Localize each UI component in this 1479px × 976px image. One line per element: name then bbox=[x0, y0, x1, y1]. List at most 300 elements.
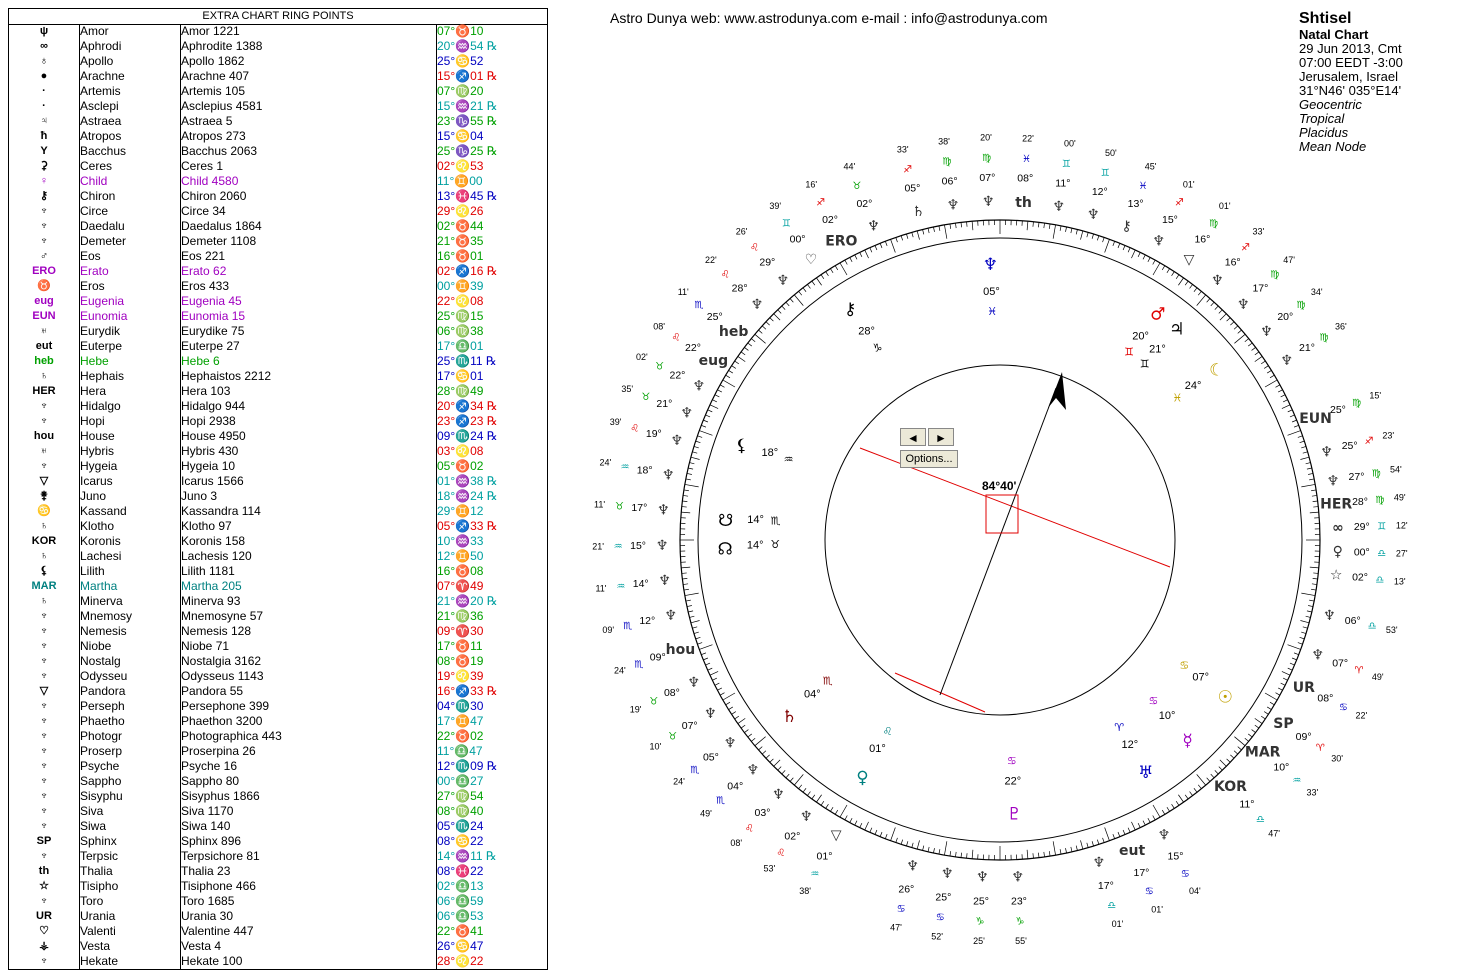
degree-tick bbox=[906, 234, 907, 239]
point-short-name: Bacchus bbox=[80, 144, 127, 158]
table-row bbox=[9, 909, 547, 924]
chart-house-system: Placidus bbox=[1299, 125, 1349, 140]
inner-planet-sign-icon: ♒ bbox=[783, 453, 794, 467]
point-full-name: Sisyphus 1866 bbox=[181, 789, 260, 803]
degree-tick bbox=[1178, 278, 1183, 285]
point-short-name: Arachne bbox=[80, 69, 125, 83]
ring-point-minutes: 08' bbox=[653, 321, 665, 332]
degree-tick bbox=[917, 840, 919, 849]
point-full-name: Amor 1221 bbox=[181, 24, 240, 38]
inner-planet-degree: 14° bbox=[746, 539, 764, 552]
ring-point-glyph-icon: hou bbox=[665, 642, 696, 659]
degree-tick bbox=[1118, 243, 1120, 248]
table-row bbox=[9, 279, 547, 294]
point-short-name: Niobe bbox=[80, 639, 112, 653]
point-short-name: Eos bbox=[80, 249, 101, 263]
degree-tick bbox=[770, 759, 774, 762]
ring-point-minutes: 22' bbox=[1355, 710, 1368, 721]
ring-point-degree: 25° bbox=[1341, 440, 1358, 453]
point-position: 08°♋22 bbox=[437, 834, 484, 848]
point-full-name: Klotho 97 bbox=[181, 519, 232, 533]
point-full-name: Urania 30 bbox=[181, 909, 234, 923]
degree-tick bbox=[1230, 322, 1234, 325]
ring-point-glyph-icon: ♄ bbox=[911, 204, 925, 221]
degree-tick bbox=[855, 821, 857, 825]
table-row bbox=[9, 774, 547, 789]
ring-point-minutes: 24' bbox=[614, 665, 626, 676]
degree-tick bbox=[758, 747, 762, 750]
point-position: 23°♑55 ℞ bbox=[437, 114, 498, 128]
point-full-name: Hephaistos 2212 bbox=[181, 369, 272, 383]
inner-planet-sign-icon: ♑ bbox=[872, 341, 883, 355]
ring-point-glyph-icon: ♆ bbox=[1326, 473, 1340, 490]
degree-tick bbox=[1138, 252, 1140, 256]
ring-point-degree: 15° bbox=[630, 540, 647, 553]
degree-tick bbox=[699, 431, 712, 436]
point-full-name: Atropos 273 bbox=[181, 129, 246, 143]
degree-tick bbox=[860, 252, 862, 256]
degree-tick bbox=[1276, 385, 1280, 387]
ring-point-degree: 00° bbox=[1353, 546, 1370, 559]
ring-point-minutes: 21' bbox=[592, 541, 604, 552]
ring-point-minutes: 50' bbox=[1104, 147, 1117, 158]
degree-tick bbox=[1198, 291, 1201, 295]
ring-point-degree: 28° bbox=[731, 282, 748, 295]
options-button[interactable]: Options... bbox=[900, 450, 958, 468]
degree-tick bbox=[738, 356, 745, 361]
ring-point-glyph-icon: ♆ bbox=[1323, 608, 1336, 625]
ring-point-degree: 25° bbox=[706, 310, 723, 323]
table-row bbox=[9, 864, 547, 879]
ring-point-minutes: 25' bbox=[973, 935, 985, 946]
inner-planet-degree: 18° bbox=[761, 447, 779, 460]
point-full-name: Lilith 1181 bbox=[181, 564, 235, 578]
degree-tick bbox=[1065, 227, 1066, 232]
ring-point-minutes: 47' bbox=[1283, 255, 1296, 266]
point-position: 07°♉10 bbox=[437, 24, 484, 38]
point-full-name: Niobe 71 bbox=[181, 639, 230, 653]
degree-tick bbox=[1309, 600, 1314, 601]
degree-tick bbox=[1148, 818, 1150, 822]
degree-tick bbox=[1198, 785, 1201, 789]
next-button[interactable]: ► bbox=[928, 428, 954, 446]
degree-tick bbox=[682, 507, 687, 508]
inner-planet-glyph-icon: ☾ bbox=[1209, 360, 1225, 381]
point-position: 08°♓22 bbox=[437, 864, 484, 878]
inner-planet-glyph-icon: ♇ bbox=[1006, 804, 1023, 825]
point-position: 16°♉01 bbox=[437, 249, 484, 263]
ring-point-sign-icon: ♋ bbox=[1180, 869, 1190, 881]
point-short-name: Eurydik bbox=[80, 324, 121, 338]
point-full-name: Minerva 93 bbox=[181, 594, 241, 608]
table-row bbox=[9, 369, 547, 384]
degree-tick bbox=[1143, 255, 1145, 259]
ring-point-sign-icon: ♒ bbox=[616, 581, 626, 593]
point-position: 21°♉35 bbox=[437, 234, 484, 248]
ring-point-glyph-icon: MAR bbox=[1244, 744, 1281, 761]
point-full-name: Child 4580 bbox=[181, 174, 239, 188]
point-glyph-icon: ♆ bbox=[39, 625, 49, 637]
point-glyph-icon: ♆ bbox=[39, 235, 49, 247]
degree-tick bbox=[885, 241, 887, 246]
degree-tick bbox=[738, 718, 745, 723]
degree-tick bbox=[1313, 501, 1318, 502]
point-full-name: Proserpina 26 bbox=[181, 744, 256, 758]
point-short-name: Koronis bbox=[80, 534, 121, 548]
degree-tick bbox=[950, 851, 951, 856]
point-position: 22°♉41 bbox=[437, 924, 484, 938]
point-full-name: Icarus 1566 bbox=[181, 474, 244, 488]
degree-tick bbox=[1123, 830, 1125, 835]
degree-tick bbox=[933, 227, 934, 232]
degree-tick bbox=[1215, 306, 1218, 310]
ring-point-sign-icon: ♌ bbox=[720, 269, 730, 281]
extra-points-table bbox=[8, 8, 548, 970]
degree-tick bbox=[1076, 846, 1077, 851]
point-full-name: Eurydike 75 bbox=[181, 324, 245, 338]
point-full-name: Sappho 80 bbox=[181, 774, 240, 788]
point-position: 25°♋52 bbox=[437, 54, 484, 68]
degree-tick bbox=[1313, 507, 1318, 508]
point-full-name: Apollo 1862 bbox=[181, 54, 245, 68]
point-position: 18°♒24 ℞ bbox=[437, 489, 498, 503]
ring-point-sign-icon: ♐ bbox=[1174, 197, 1184, 209]
degree-tick bbox=[1255, 356, 1262, 361]
degree-tick bbox=[1128, 248, 1130, 253]
point-position: 02°♎13 bbox=[437, 879, 484, 893]
point-position: 25°♏11 ℞ bbox=[437, 354, 497, 368]
inner-planet-degree: 20° bbox=[1132, 330, 1149, 343]
table-row bbox=[9, 204, 547, 219]
degree-tick bbox=[1255, 352, 1259, 355]
ring-point-degree: 17° bbox=[1133, 867, 1150, 880]
degree-tick bbox=[830, 269, 833, 273]
point-position: 20°♒54 ℞ bbox=[437, 39, 498, 53]
prev-button[interactable]: ◄ bbox=[900, 428, 926, 446]
ring-point-degree: 17° bbox=[1252, 282, 1269, 295]
ring-point-sign-icon: ♓ bbox=[1138, 180, 1148, 192]
ring-point-glyph-icon: UR bbox=[1292, 680, 1315, 697]
point-full-name: Toro 1685 bbox=[181, 894, 235, 908]
point-glyph-icon: ♆ bbox=[39, 205, 49, 217]
point-glyph-icon: ♆ bbox=[39, 610, 49, 622]
chart-node: Mean Node bbox=[1299, 139, 1367, 154]
degree-tick bbox=[682, 578, 687, 579]
point-position: 05°♐33 ℞ bbox=[437, 519, 498, 533]
point-glyph-icon: ♄ bbox=[39, 595, 49, 607]
degree-tick bbox=[816, 795, 821, 802]
point-position: 12°♏09 ℞ bbox=[437, 759, 498, 773]
ring-point-degree: 18° bbox=[636, 464, 653, 477]
point-full-name: Thalia 23 bbox=[181, 864, 231, 878]
ring-point-degree: 15° bbox=[1162, 214, 1178, 227]
degree-tick bbox=[1038, 853, 1039, 858]
ring-point-degree: 00° bbox=[789, 233, 806, 246]
degree-tick bbox=[1264, 712, 1268, 715]
degree-tick bbox=[1292, 420, 1297, 422]
degree-tick bbox=[812, 795, 815, 799]
ring-point-degree: 25° bbox=[973, 895, 989, 908]
degree-tick bbox=[790, 298, 793, 302]
ring-point-sign-icon: ♋ bbox=[935, 912, 945, 924]
ring-point-sign-icon: ♒ bbox=[810, 869, 820, 881]
point-glyph-icon: ♆ bbox=[39, 670, 49, 682]
degree-tick bbox=[1300, 620, 1309, 622]
degree-tick bbox=[799, 291, 802, 295]
point-full-name: Psyche 16 bbox=[181, 759, 238, 773]
degree-tick bbox=[1294, 425, 1299, 427]
inner-planet-glyph-icon: ☋ bbox=[718, 510, 734, 531]
point-short-name: Terpsic bbox=[80, 849, 119, 863]
point-glyph-icon: ⚳ bbox=[39, 160, 49, 172]
table-row bbox=[9, 69, 547, 84]
degree-tick bbox=[732, 366, 736, 369]
ring-point-degree: 21° bbox=[656, 398, 673, 411]
degree-tick bbox=[1234, 751, 1238, 754]
ring-point-sign-icon: ♋ bbox=[1338, 702, 1348, 714]
ring-point-degree: 29° bbox=[1353, 521, 1370, 534]
table-row bbox=[9, 879, 547, 894]
degree-tick bbox=[1143, 821, 1145, 825]
degree-tick bbox=[712, 400, 716, 402]
point-short-name: Ceres bbox=[80, 159, 113, 173]
point-glyph-icon: ERO bbox=[32, 265, 56, 277]
degree-tick bbox=[751, 738, 755, 741]
ring-point-glyph-icon: ♆ bbox=[1152, 233, 1165, 250]
ring-point-sign-icon: ♉ bbox=[649, 696, 659, 708]
inner-planet-degree: 05° bbox=[983, 286, 1000, 299]
inner-planet-sign-icon: ♋ bbox=[1179, 659, 1190, 673]
point-full-name: Eos 221 bbox=[181, 249, 226, 263]
ring-point-sign-icon: ♊ bbox=[781, 218, 791, 230]
degree-tick bbox=[1060, 226, 1061, 231]
ring-point-glyph-icon: ▽ bbox=[1183, 251, 1195, 268]
ring-point-glyph-icon: ♆ bbox=[1052, 199, 1065, 216]
degree-tick bbox=[826, 272, 829, 276]
ring-point-minutes: 49' bbox=[700, 808, 712, 819]
point-position: 19°♌39 bbox=[437, 669, 484, 683]
degree-tick bbox=[1227, 759, 1231, 762]
degree-tick bbox=[1162, 810, 1165, 814]
point-position: 08°♉19 bbox=[437, 654, 484, 668]
degree-tick bbox=[1053, 225, 1055, 239]
degree-tick bbox=[748, 734, 752, 737]
ring-point-sign-icon: ♐ bbox=[903, 164, 913, 176]
point-glyph-icon: eug bbox=[34, 295, 54, 307]
degree-tick bbox=[1301, 632, 1306, 633]
degree-tick bbox=[923, 230, 924, 235]
degree-tick bbox=[917, 231, 919, 240]
degree-tick bbox=[1153, 816, 1155, 820]
degree-tick bbox=[1313, 573, 1318, 574]
ring-point-glyph-icon: ♡ bbox=[804, 251, 818, 268]
ring-point-glyph-icon: ▽ bbox=[830, 827, 842, 844]
degree-tick bbox=[1097, 236, 1099, 241]
degree-tick bbox=[845, 816, 847, 820]
inner-planet-sign-icon: ♋ bbox=[1148, 694, 1159, 708]
degree-tick bbox=[794, 774, 803, 785]
point-position: 04°♏30 bbox=[437, 699, 484, 713]
degree-tick bbox=[1033, 853, 1034, 858]
point-full-name: Ceres 1 bbox=[181, 159, 224, 173]
ring-point-minutes: 10' bbox=[649, 741, 662, 752]
ring-point-degree: 28° bbox=[1352, 495, 1368, 508]
point-glyph-icon: ☆ bbox=[39, 880, 49, 892]
degree-tick bbox=[875, 830, 877, 835]
point-position: 17°♎01 bbox=[437, 339, 484, 353]
degree-tick bbox=[691, 620, 700, 622]
ring-point-glyph-icon: ♆ bbox=[867, 218, 880, 235]
ring-point-sign-icon: ♌ bbox=[776, 847, 786, 859]
ring-point-minutes: 39' bbox=[609, 416, 622, 427]
table-row bbox=[9, 459, 547, 474]
point-position: 02°♌53 bbox=[437, 159, 484, 173]
ring-point-degree: 29° bbox=[759, 256, 776, 269]
degree-tick bbox=[687, 473, 692, 474]
degree-tick bbox=[1087, 843, 1088, 848]
ring-point-degree: 03° bbox=[754, 806, 771, 819]
point-full-name: Bacchus 2063 bbox=[181, 144, 258, 158]
table-title: EXTRA CHART RING POINTS bbox=[9, 9, 547, 25]
table-row bbox=[9, 789, 547, 804]
degree-tick bbox=[1176, 275, 1179, 279]
degree-tick bbox=[1301, 593, 1315, 595]
ring-point-glyph-icon: ♆ bbox=[1311, 647, 1324, 664]
point-short-name: Astraea bbox=[80, 114, 122, 128]
ring-point-degree: 17° bbox=[631, 502, 648, 515]
ring-point-glyph-icon: ♆ bbox=[771, 787, 785, 804]
degree-tick bbox=[755, 737, 766, 746]
ring-point-minutes: 33' bbox=[1252, 226, 1265, 237]
ring-point-degree: 23° bbox=[1011, 895, 1027, 908]
point-position: 28°♌22 bbox=[437, 954, 484, 968]
point-short-name: Kassand bbox=[80, 504, 127, 518]
point-short-name: Toro bbox=[80, 894, 104, 908]
degree-tick bbox=[1303, 452, 1308, 453]
point-full-name: Hopi 2938 bbox=[181, 414, 236, 428]
ring-point-degree: 01° bbox=[816, 850, 833, 863]
ring-point-minutes: 35' bbox=[621, 383, 634, 394]
degree-tick bbox=[865, 250, 869, 258]
natal-chart-wheel[interactable] bbox=[570, 110, 1430, 970]
table-row bbox=[9, 249, 547, 264]
degree-tick bbox=[1207, 778, 1210, 782]
point-position: 17°♋01 bbox=[437, 369, 484, 383]
degree-tick bbox=[703, 658, 708, 660]
ring-point-glyph-icon: ♆ bbox=[1280, 352, 1293, 369]
degree-tick bbox=[1307, 611, 1312, 612]
inner-planet-sign-icon: ♏ bbox=[770, 514, 781, 528]
ring-point-sign-icon: ♉ bbox=[614, 501, 624, 513]
point-glyph-icon: ħ bbox=[40, 130, 48, 142]
degree-tick bbox=[681, 567, 690, 568]
degree-tick bbox=[685, 593, 699, 595]
point-position: 01°♒38 ℞ bbox=[437, 474, 498, 488]
ring-point-degree: 12° bbox=[639, 615, 656, 628]
degree-tick bbox=[1252, 347, 1256, 350]
table-row bbox=[9, 429, 547, 444]
degree-tick bbox=[1261, 361, 1265, 364]
degree-tick bbox=[688, 468, 693, 469]
table-body bbox=[9, 24, 547, 969]
ring-point-sign-icon: ♉ bbox=[641, 391, 651, 403]
degree-tick bbox=[1178, 795, 1183, 802]
degree-tick bbox=[1172, 272, 1175, 276]
point-glyph-icon: ♆ bbox=[39, 730, 49, 742]
ring-point-sign-icon: ♎ bbox=[1107, 900, 1117, 912]
point-short-name: Daedalu bbox=[80, 219, 125, 233]
degree-tick bbox=[1248, 343, 1252, 346]
ring-point-minutes: 09' bbox=[602, 624, 615, 635]
degree-tick bbox=[1113, 834, 1115, 839]
degree-tick bbox=[729, 370, 733, 373]
website-contact-line[interactable]: Astro Dunya web: www.astrodunya.com e-mail : info@astrodunya.com bbox=[610, 10, 1048, 26]
table-row bbox=[9, 894, 547, 909]
point-glyph-icon: ♄ bbox=[39, 370, 49, 382]
degree-tick bbox=[891, 239, 896, 252]
point-full-name: Artemis 105 bbox=[181, 84, 246, 98]
point-position: 03°♌08 bbox=[437, 444, 484, 458]
point-glyph-icon: HER bbox=[32, 385, 56, 397]
degree-tick bbox=[1264, 366, 1268, 369]
point-glyph-icon: ▽ bbox=[39, 685, 49, 697]
degree-tick bbox=[701, 425, 706, 427]
ring-point-minutes: 33' bbox=[1306, 787, 1319, 798]
point-short-name: Siva bbox=[80, 804, 104, 818]
point-glyph-icon: ♁ bbox=[39, 55, 49, 67]
degree-tick bbox=[875, 245, 877, 250]
point-full-name: Arachne 407 bbox=[181, 69, 250, 83]
ring-point-glyph-icon: ♀ bbox=[1332, 543, 1343, 560]
degree-tick bbox=[786, 774, 789, 778]
ring-point-sign-icon: ♑ bbox=[975, 916, 985, 928]
ring-point-degree: 17° bbox=[1097, 879, 1114, 892]
point-short-name: Circe bbox=[80, 204, 109, 218]
degree-tick bbox=[1312, 584, 1317, 585]
degree-tick bbox=[1312, 495, 1317, 496]
degree-tick bbox=[1283, 400, 1287, 402]
degree-tick bbox=[1290, 663, 1295, 665]
table-row bbox=[9, 519, 547, 534]
degree-tick bbox=[1311, 490, 1316, 491]
table-row bbox=[9, 384, 547, 399]
point-glyph-icon: ♡ bbox=[39, 925, 49, 937]
point-position: 00°♊39 bbox=[437, 279, 484, 293]
point-full-name: Terpsichore 81 bbox=[181, 849, 260, 863]
ring-point-minutes: 52' bbox=[931, 931, 943, 942]
table-row bbox=[9, 54, 547, 69]
degree-tick bbox=[1172, 804, 1175, 808]
table-row bbox=[9, 714, 547, 729]
ring-point-glyph-icon: ☆ bbox=[1329, 567, 1343, 584]
degree-tick bbox=[1265, 380, 1277, 387]
degree-tick bbox=[688, 611, 693, 612]
degree-tick bbox=[1219, 767, 1222, 771]
inner-planet-glyph-icon: ♄ bbox=[781, 706, 797, 727]
degree-tick bbox=[1307, 468, 1312, 469]
wheel-inner-points bbox=[718, 255, 1233, 824]
ring-point-minutes: 22' bbox=[1022, 133, 1034, 144]
inner-planet-sign-icon: ♓ bbox=[1172, 391, 1183, 405]
point-glyph-icon: ♆ bbox=[39, 700, 49, 712]
table-row bbox=[9, 264, 547, 279]
ring-point-minutes: 39' bbox=[769, 201, 782, 212]
ring-point-degree: 05° bbox=[702, 751, 719, 764]
ring-point-degree: 09° bbox=[649, 651, 666, 664]
ring-point-sign-icon: ♎ bbox=[1375, 574, 1385, 586]
degree-tick bbox=[860, 823, 862, 827]
point-short-name: Nemesis bbox=[80, 624, 127, 638]
